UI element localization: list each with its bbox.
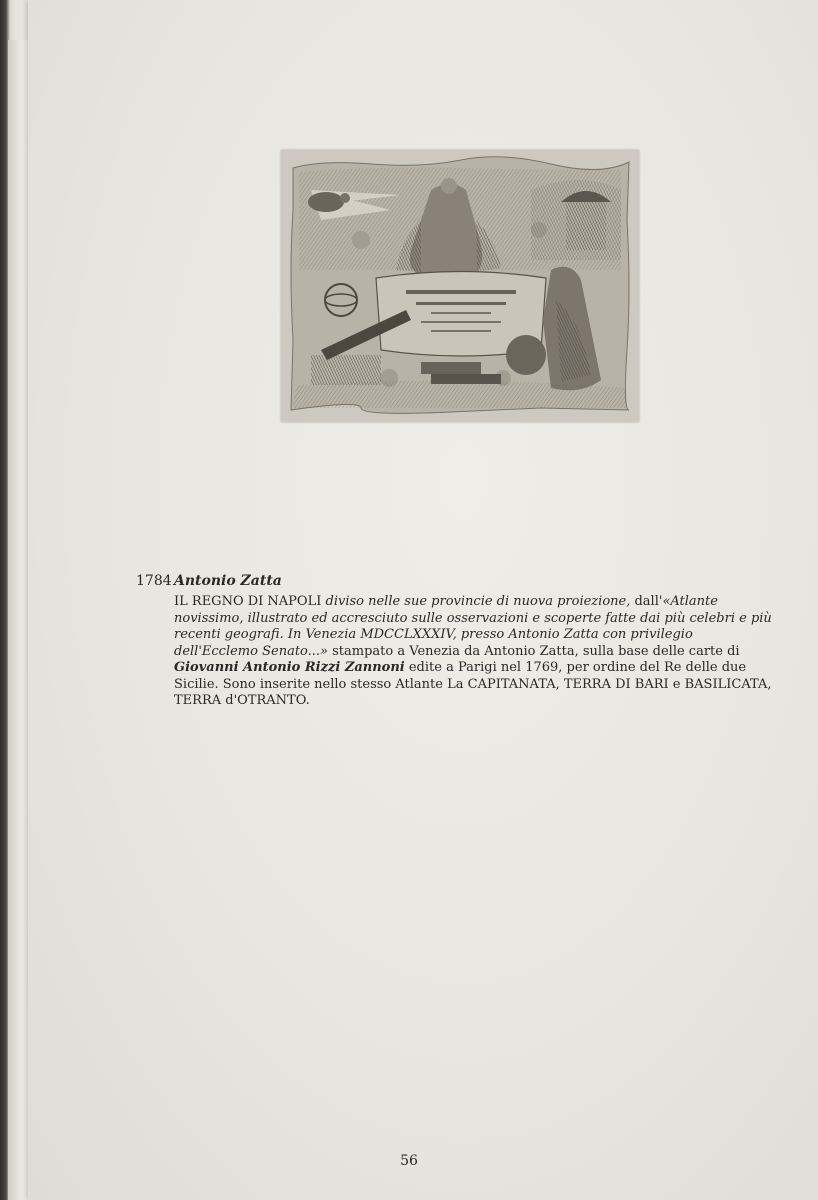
map-subtitle: diviso nelle sue provincie di nuova proiezione,: [321, 594, 631, 609]
caption-heading: [136, 572, 776, 590]
engraving-plate: [281, 150, 639, 422]
page-number: 56: [400, 1153, 418, 1169]
caption-from: dall': [630, 594, 663, 609]
cartographer-name: Giovanni Antonio Rizzi Zannoni: [174, 660, 405, 675]
caption-body: [174, 594, 774, 710]
caption-printing: stampato a Venezia da Antonio Zatta, sulla base delle carte di: [328, 643, 740, 659]
caption-year: 1784: [136, 573, 172, 589]
caption-author: Antonio Zatta: [174, 573, 282, 589]
plate-caption: [136, 572, 776, 710]
caption-tail: edite a Parigi nel 1769, per ordine del Re delle due Sicilie. Sono inserite nello stesso Atlante La CAPITANATA, TERRA DI BARI e BASILICATA, TERRA d'OTRANTO.: [174, 660, 772, 708]
atlas-title: «Atlante novissimo, illustrato ed accresciuto sulle osservazioni e scoperte fatte dai più celebri e più recenti geografi. In Venezia MDCCLXXXIV, presso Antonio Zatta con privilegio dell'Ecclemo Senato...»: [174, 594, 772, 659]
frontispiece-engraving: [281, 150, 639, 422]
map-title: IL REGNO DI NAPOLI: [174, 594, 322, 609]
